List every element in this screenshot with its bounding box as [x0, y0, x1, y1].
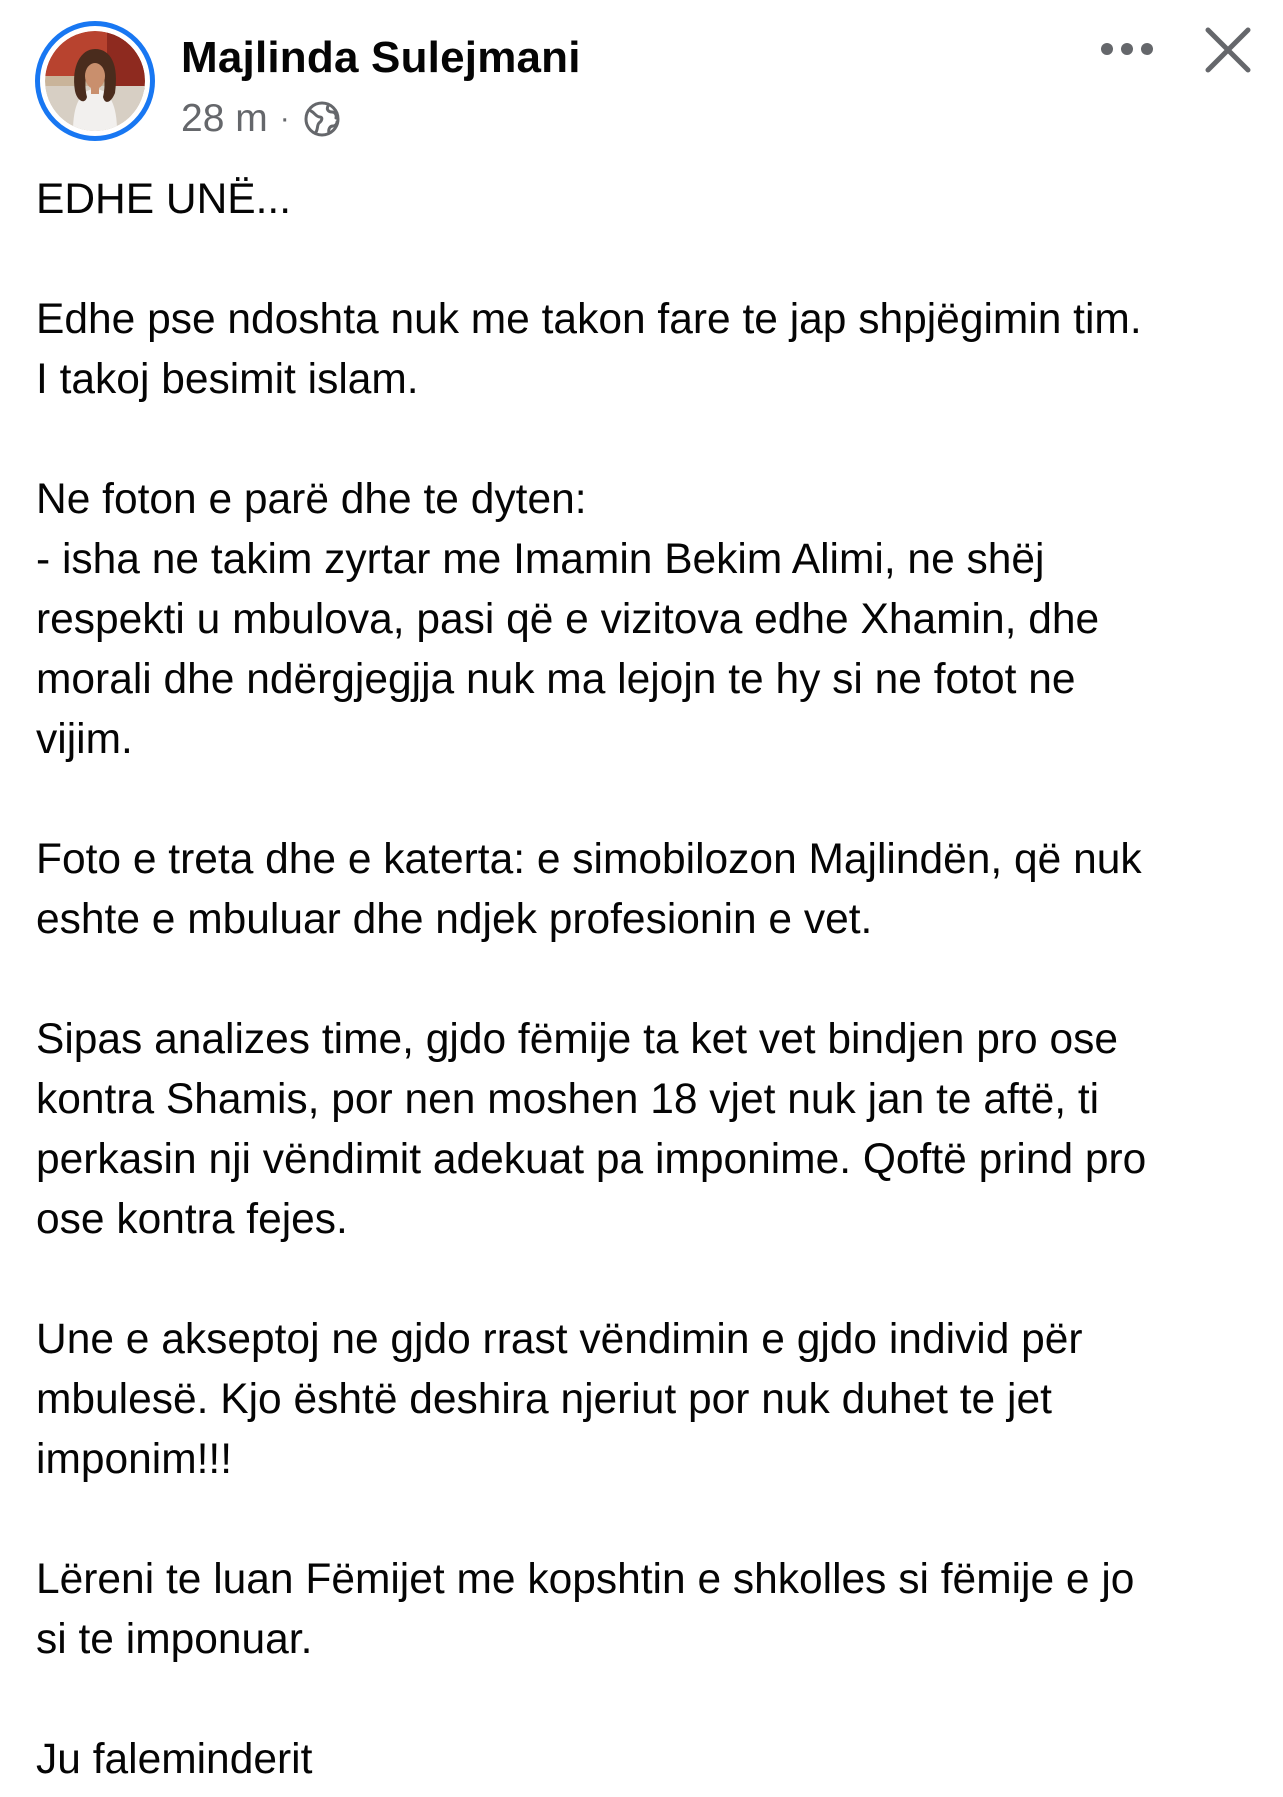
more-options-icon	[1097, 39, 1157, 59]
post-line: vijim.	[36, 716, 133, 763]
avatar[interactable]	[35, 21, 155, 141]
paragraph-gap	[36, 410, 1266, 470]
post-header	[0, 0, 1283, 160]
post-meta	[181, 96, 342, 142]
post-line: respekti u mbulova, pasi që e vizitova edhe Xhamin, dhe	[36, 596, 1100, 643]
post-line: Ne foton e parë dhe te dyten:	[36, 476, 587, 523]
meta-separator: ·	[279, 102, 290, 135]
post-line: eshte e mbuluar dhe ndjek profesionin e vet.	[36, 896, 873, 943]
globe-icon	[302, 99, 342, 139]
post-line: perkasin nji vëndimit adekuat pa imponime. Qoftë prind pro	[36, 1136, 1147, 1183]
post-line: Edhe pse ndoshta nuk me takon fare te jap shpjëgimin tim.	[36, 296, 1142, 343]
post-line: Ju faleminderit	[36, 1736, 313, 1783]
close-icon	[1204, 26, 1252, 74]
post-line: si te imponuar.	[36, 1616, 313, 1663]
post-line: imponim!!!	[36, 1436, 233, 1483]
paragraph-gap	[36, 770, 1266, 830]
post-line: kontra Shamis, por nen moshen 18 vjet nuk jan te aftë, ti	[36, 1076, 1100, 1123]
more-options-button[interactable]	[1092, 26, 1162, 72]
post-text	[36, 170, 1266, 1790]
avatar-image	[45, 31, 145, 131]
paragraph-gap	[36, 1670, 1266, 1730]
close-button[interactable]	[1200, 22, 1256, 78]
author-name[interactable]: Majlinda Sulejmani	[181, 33, 581, 82]
post-line: - isha ne takim zyrtar me Imamin Bekim Alimi, ne shëj	[36, 536, 1045, 583]
post-timestamp[interactable]: 28 m	[181, 97, 268, 140]
paragraph-gap	[36, 1250, 1266, 1310]
post-line: Foto e treta dhe e katerta: e simobilozon Majlindën, që nuk	[36, 836, 1142, 883]
post-line: mbulesë. Kjo është deshira njeriut por nuk duhet te jet	[36, 1376, 1052, 1423]
paragraph-gap	[36, 950, 1266, 1010]
post-line: EDHE UNË...	[36, 176, 292, 223]
post-line: ose kontra fejes.	[36, 1196, 348, 1243]
post-line: Lëreni te luan Fëmijet me kopshtin e shkolles si fëmije e jo	[36, 1556, 1135, 1603]
paragraph-gap	[36, 230, 1266, 290]
post-line: Une e akseptoj ne gjdo rrast vëndimin e gjdo individ për	[36, 1316, 1083, 1363]
paragraph-gap	[36, 1490, 1266, 1550]
post-line: I takoj besimit islam.	[36, 356, 419, 403]
post-line: morali dhe ndërgjegjja nuk ma lejojn te hy si ne fotot ne	[36, 656, 1076, 703]
post-line: Sipas analizes time, gjdo fëmije ta ket vet bindjen pro ose	[36, 1016, 1118, 1063]
